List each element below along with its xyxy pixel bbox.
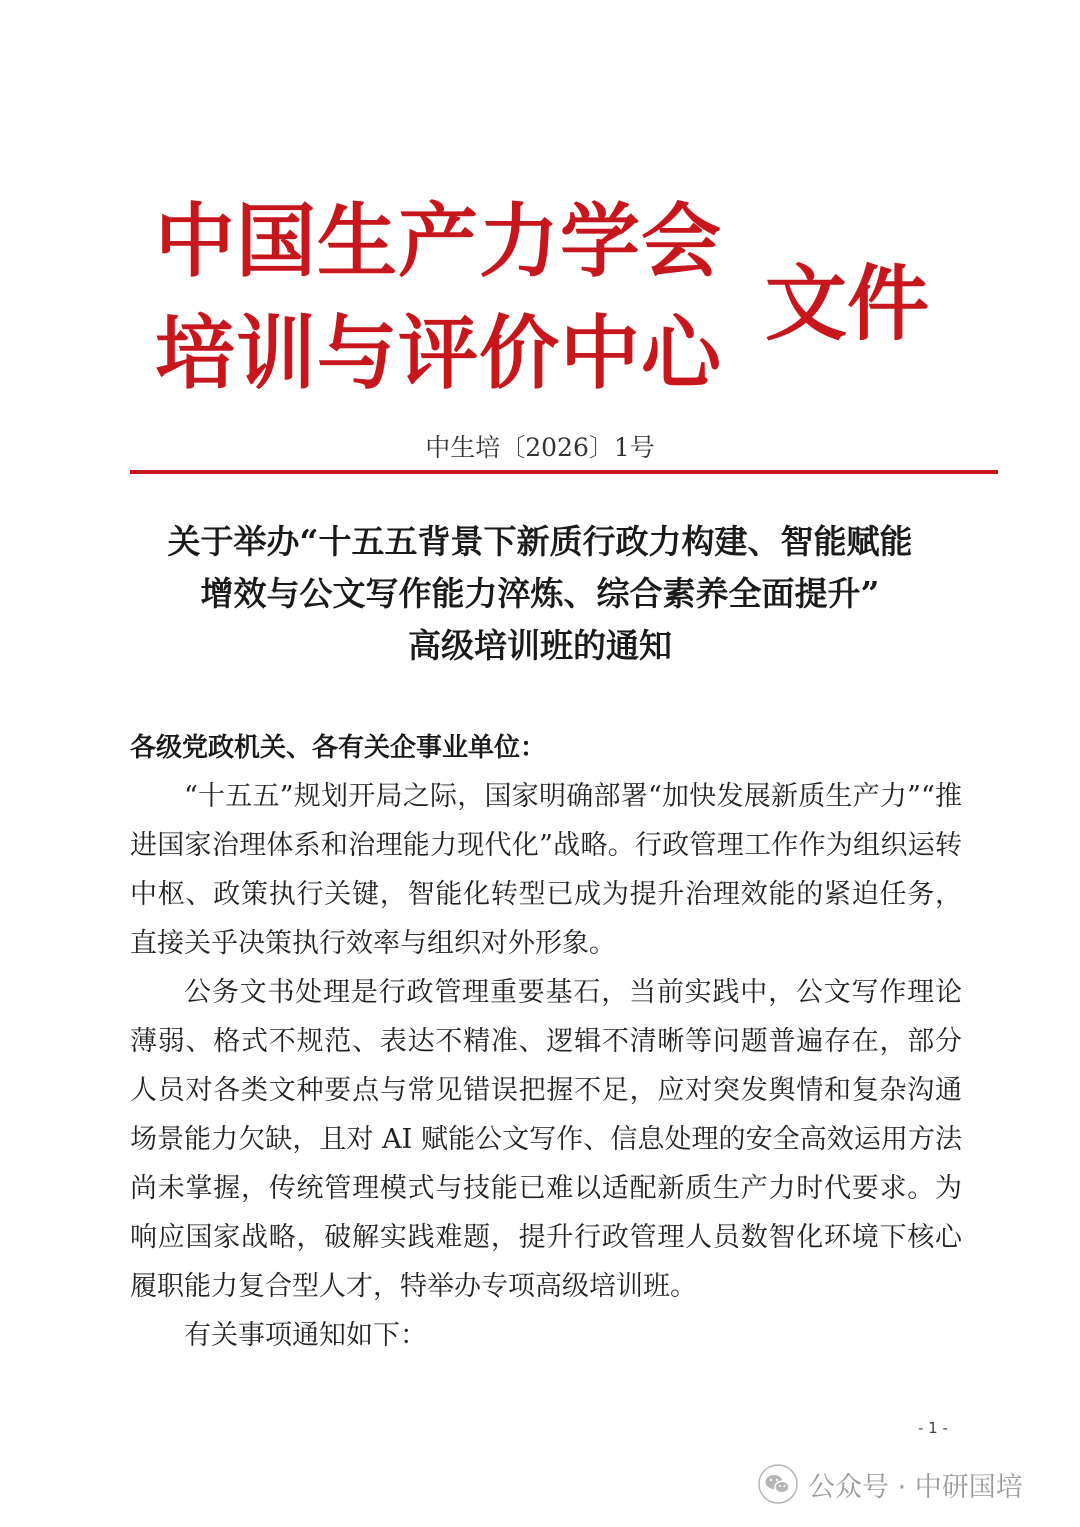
organization-name-line-2: 培训与评价中心 (155, 307, 722, 400)
organization-name-line-1: 中国生产力学会 (155, 195, 722, 288)
document-number: 中生培〔2026〕1号 (425, 433, 655, 462)
notice-body (130, 772, 962, 1360)
red-divider-line (130, 470, 998, 474)
body-paragraph-2: 公务文书处理是行政管理重要基石，当前实践中，公文写作理论薄弱、格式不规范、表达不精准、逻辑不清晰等问题普遍存在，部分人员对各类文种要点与常见错误把握不足，应对突发舆情和复杂沟通场景能力欠缺，且对 AI 赋能公文写作、信息处理的安全高效运用方法尚未掌握，传统管理模式与技能已难以适配新质生产力时代要求。为响应国家战略，破解实践难题，提升行政管理人员数智化环境下核心履职能力复合型人才，特举办专项高级培训班。 (130, 977, 962, 1302)
salutation: 各级党政机关、各有关企事业单位： (130, 733, 547, 763)
wechat-icon (758, 1464, 798, 1504)
wechat-watermark (758, 1462, 1023, 1506)
notice-title-line-1: 关于举办“十五五背景下新质行政力构建、智能赋能 (167, 522, 913, 561)
notice-title (90, 516, 990, 672)
body-paragraph-1: “十五五”规划开局之际，国家明确部署“加快发展新质生产力”“推进国家治理体系和治理能力现代化”战略。行政管理工作作为组织运转中枢、政策执行关键，智能化转型已成为提升治理效能的紧迫任务，直接关乎决策执行效率与组织对外形象。 (130, 781, 962, 959)
notice-title-line-2: 增效与公文写作能力淬炼、综合素养全面提升” (200, 574, 880, 613)
notice-title-line-3: 高级培训班的通知 (408, 626, 672, 665)
document-type-label: 文件 (765, 257, 930, 352)
body-paragraph-3: 有关事项通知如下： (184, 1320, 427, 1351)
watermark-text: 公众号 · 中研国培 (808, 1471, 1023, 1503)
document-header-organization (155, 186, 775, 410)
page-number: - 1 - (918, 1419, 948, 1437)
